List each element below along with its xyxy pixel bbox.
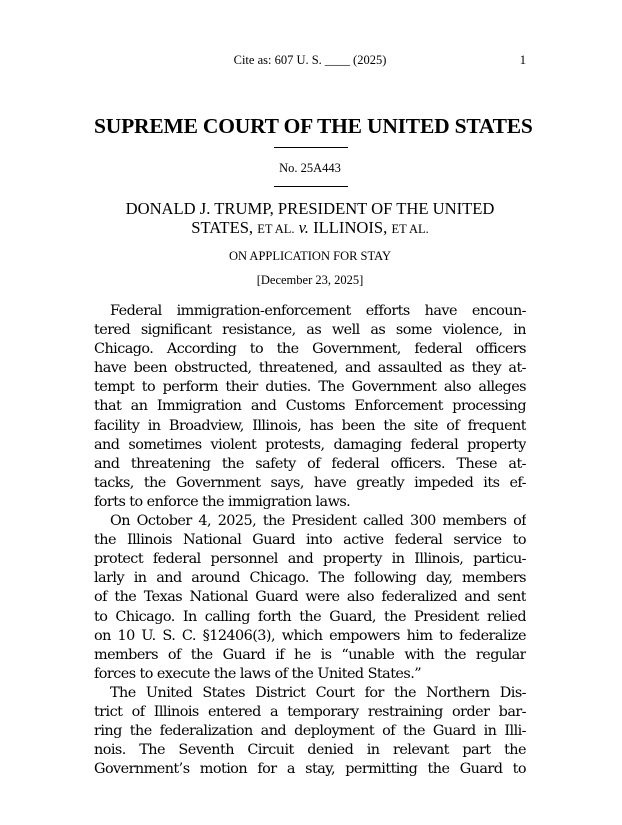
text-line: Government’s motion for a stay, permitting the Guard to — [94, 761, 526, 778]
divider-rule — [274, 147, 348, 148]
page-number: 1 — [519, 53, 526, 67]
text-line: that an Immigration and Customs Enforcement processing — [94, 398, 526, 415]
text-line: of the Texas National Guard were also federalized and sent — [94, 589, 526, 606]
application-type: ON APPLICATION FOR STAY — [228, 249, 392, 263]
text-line: the Illinois National Guard into active federal service to — [94, 532, 526, 549]
caption-versus: v. — [298, 218, 309, 237]
docket-number: No. 25A443 — [279, 161, 341, 175]
text-line: members of the Guard if he is “unable with the regular — [94, 646, 526, 663]
text-line: tacks, the Government says, have greatly impeded its ef- — [94, 474, 526, 491]
paragraph — [94, 684, 526, 779]
text-line: to Chicago. In calling forth the Guard, the President relied — [94, 608, 526, 625]
court-name: SUPREME COURT OF THE UNITED STATES — [94, 114, 533, 138]
caption-line-1: DONALD J. TRUMP, PRESIDENT OF THE UNITED — [125, 199, 495, 218]
text-line: nois. The Seventh Circuit denied in relevant part the — [94, 742, 526, 759]
text-line: tered significant resistance, as well as some violence, in — [94, 322, 526, 339]
caption-et-al: ET AL. — [257, 222, 295, 236]
decision-date: [December 23, 2025] — [256, 273, 364, 287]
paragraph — [94, 512, 526, 684]
case-caption — [94, 199, 526, 239]
text-line: have been obstructed, threatened, and assaulted as they at- — [94, 360, 526, 377]
text-line: tempt to perform their duties. The Government also alleges — [94, 379, 526, 396]
text-line: on 10 U. S. C. §12406(3), which empowers him to federalize — [94, 627, 526, 644]
text-line: protect federal personnel and property in Illinois, particu- — [94, 551, 526, 568]
text-line: facility in Broadview, Illinois, has been the site of frequent — [94, 417, 526, 434]
text-line: larly in and around Chicago. The following day, members — [94, 570, 526, 587]
text-line: forts to enforce the immigration laws. — [94, 493, 351, 510]
text-line: Federal immigration-enforcement efforts have encoun- — [110, 303, 526, 319]
opinion-body — [94, 302, 526, 779]
caption-et-al: ET AL. — [391, 222, 429, 236]
paragraph — [94, 302, 526, 512]
text-line: trict of Illinois entered a temporary restraining order bar- — [94, 703, 526, 720]
text-line: ring the federalization and deployment of the Guard in Illi- — [94, 723, 526, 740]
text-line: and sometimes violent protests, damaging federal property — [94, 436, 526, 453]
divider-rule — [274, 186, 348, 187]
caption-text: STATES, — [191, 218, 258, 237]
text-line: and threatening the safety of federal officers. These at- — [94, 455, 526, 472]
text-line: On October 4, 2025, the President called 300 members of — [110, 513, 526, 530]
caption-text: ILLINOIS, — [308, 218, 392, 237]
text-line: forces to execute the laws of the United States.” — [94, 665, 422, 682]
caption-line-2 — [94, 218, 526, 239]
citation: Cite as: 607 U. S. ____ (2025) — [233, 53, 387, 67]
running-header — [94, 53, 526, 71]
text-line: The United States District Court for the Northern Dis- — [110, 684, 526, 701]
text-line: Chicago. According to the Government, federal officers — [94, 341, 526, 358]
